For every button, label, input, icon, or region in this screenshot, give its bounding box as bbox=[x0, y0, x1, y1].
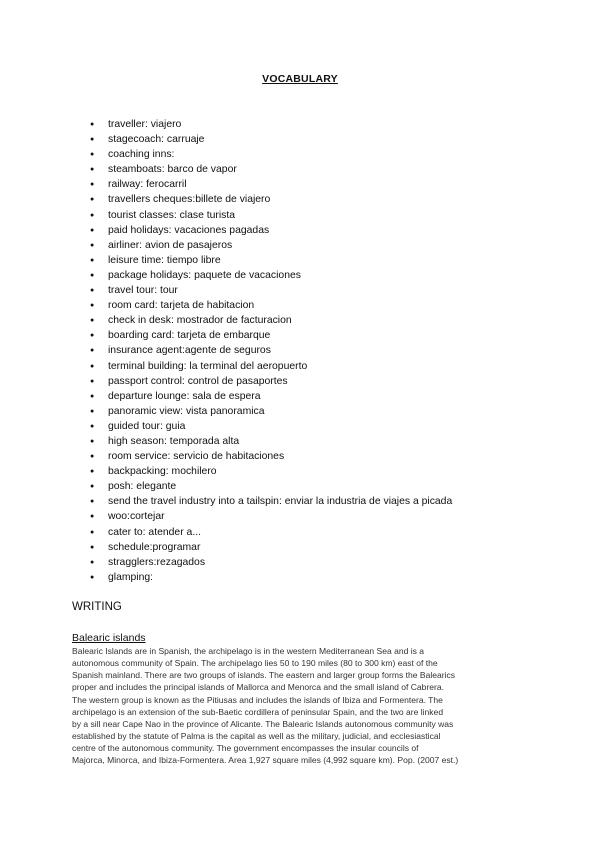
vocabulary-item: ● package holidays: paquete de vacaciones bbox=[90, 268, 452, 283]
article-line: centre of the autonomous community. The government encompasses the insular councils of bbox=[72, 743, 419, 754]
article-line: proper and includes the principal islands of Mallorca and Menorca and the small island of Cabrera. bbox=[72, 682, 444, 693]
vocabulary-item: ● insurance agent:agente de seguros bbox=[90, 343, 452, 358]
vocabulary-item: ● guided tour: guia bbox=[90, 419, 452, 434]
vocabulary-item: ● terminal building: la terminal del aeropuerto bbox=[90, 359, 452, 374]
article-line: archipelago is an extension of the sub-Baetic cordillera of peninsular Spain, and the two are linked bbox=[72, 706, 444, 717]
article-line: The western group is known as the Pitiusas and includes the islands of Ibiza and Formentera. The bbox=[72, 694, 443, 705]
article-line: by a sill near Cape Nao in the province of Alicante. The Balearic Islands autonomous community was bbox=[72, 718, 454, 729]
vocabulary-item: ● glamping: bbox=[90, 570, 452, 585]
vocabulary-item: ● cater to: atender a... bbox=[90, 525, 452, 540]
vocabulary-item: ● stragglers:rezagados bbox=[90, 555, 452, 570]
vocabulary-item: ● boarding card: tarjeta de embarque bbox=[90, 328, 452, 343]
vocabulary-item: ● send the travel industry into a tailspin: enviar la industria de viajes a picada bbox=[90, 494, 452, 509]
article-line: autonomous community of Spain. The archipelago lies 50 to 190 miles (80 to 300 km) east of the bbox=[72, 658, 438, 669]
writing-heading: WRITING bbox=[72, 601, 122, 613]
vocabulary-list bbox=[90, 117, 452, 585]
article-line: established by the statute of Palma is the capital as well as the military, judicial, and ecclesiastical bbox=[72, 731, 441, 742]
vocabulary-item: ● check in desk: mostrador de facturacion bbox=[90, 313, 452, 328]
vocabulary-item: ● schedule:programar bbox=[90, 540, 452, 555]
vocabulary-item: ● woo:cortejar bbox=[90, 509, 452, 524]
article-paragraph bbox=[72, 645, 532, 767]
article-line: Spanish mainland. There are two groups of islands. The eastern and larger group forms the Balearics bbox=[72, 670, 456, 681]
article-heading: Balearic islands bbox=[72, 632, 146, 644]
vocabulary-item: ● steamboats: barco de vapor bbox=[90, 162, 452, 177]
vocabulary-item: ● backpacking: mochilero bbox=[90, 464, 452, 479]
vocabulary-item: ● railway: ferocarril bbox=[90, 177, 452, 192]
article-line: Majorca, Minorca, and Ibiza-Formentera. Area 1,927 square miles (4,992 square km). Pop. (2007 est.) bbox=[72, 755, 459, 766]
vocabulary-item: ● room card: tarjeta de habitacion bbox=[90, 298, 452, 313]
page-title: VOCABULARY bbox=[262, 73, 338, 85]
vocabulary-item: ● stagecoach: carruaje bbox=[90, 132, 452, 147]
vocabulary-item: ● airliner: avion de pasajeros bbox=[90, 238, 452, 253]
vocabulary-item: ● tourist classes: clase turista bbox=[90, 208, 452, 223]
vocabulary-item: ● passport control: control de pasaportes bbox=[90, 374, 452, 389]
vocabulary-item: ● posh: elegante bbox=[90, 479, 452, 494]
article-line: Balearic Islands are in Spanish, the archipelago is in the western Mediterranean Sea and is a bbox=[72, 646, 425, 656]
vocabulary-item: ● paid holidays: vacaciones pagadas bbox=[90, 223, 452, 238]
vocabulary-item: ● room service: servicio de habitaciones bbox=[90, 449, 452, 464]
vocabulary-item: ● travellers cheques:billete de viajero bbox=[90, 192, 452, 207]
vocabulary-item: ● panoramic view: vista panoramica bbox=[90, 404, 452, 419]
vocabulary-item: ● departure lounge: sala de espera bbox=[90, 389, 452, 404]
vocabulary-item: ● traveller: viajero bbox=[90, 117, 452, 132]
vocabulary-item: ● high season: temporada alta bbox=[90, 434, 452, 449]
vocabulary-item: ● travel tour: tour bbox=[90, 283, 452, 298]
vocabulary-item: ● coaching inns: bbox=[90, 147, 452, 162]
vocabulary-item: ● leisure time: tiempo libre bbox=[90, 253, 452, 268]
